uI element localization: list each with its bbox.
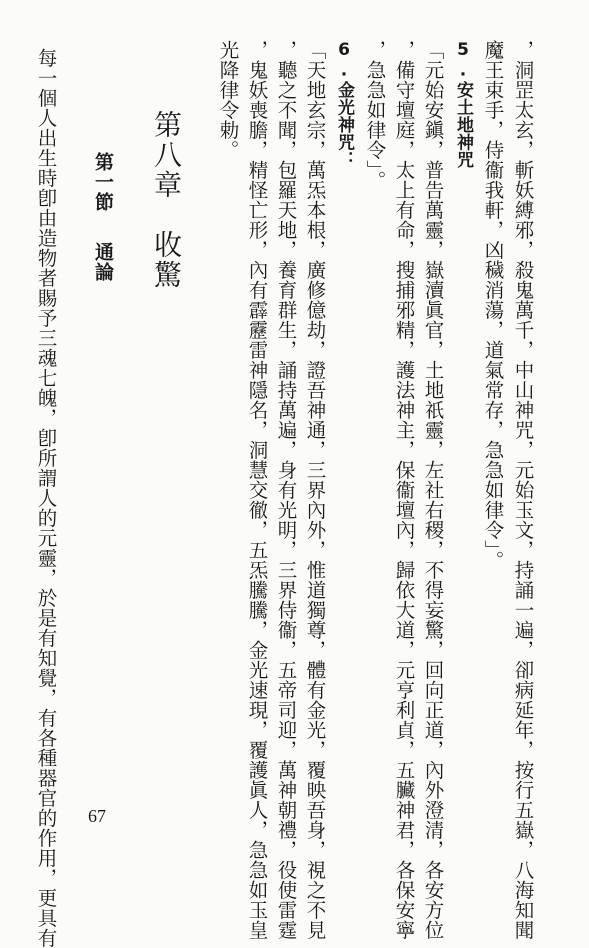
page-number: 67 — [88, 806, 106, 826]
text-column: ，鬼妖喪膽，精怪亡形，內有霹靂雷神隱名，洞慧交徹，五炁騰騰，金光速現，覆護眞人，急急如玉皇 — [245, 40, 269, 940]
text-column: ，聽之不聞，包羅天地，養育群生，誦持萬遍，身有光明，三界侍衞，五帝司迎，萬神朝禮，役使雷霆 — [274, 40, 298, 940]
text-column: 魔王束手，侍衞我軒，凶穢消蕩，道氣常存，急急如律令」。 — [481, 40, 505, 571]
text-column: 「元始安鎭，普告萬靈，嶽瀆眞官，土地祇靈，左社右稷，不得妄驚，回向正道，內外澄清，各安方位 — [421, 40, 445, 940]
section-name: 通論 — [92, 242, 114, 282]
text-column: ，備守壇庭，太上有命，搜捕邪精，護法神主，保衞壇內，歸依大道，元亨利貞，五臟神君，各保安寧 — [392, 40, 416, 940]
text-column: ，急急如律令」。 — [363, 40, 387, 191]
text-column: ，洞罡太玄，斬妖縛邪，殺鬼萬千，中山神咒，元始玉文，持誦一遍，卻病延年，按行五嶽，八海知聞 — [511, 40, 535, 940]
text-column: 「天地玄宗，萬炁本根，廣修億劫，證吾神通，三界內外，惟道獨尊，體有金光，覆映吾身，視之不見 — [303, 40, 327, 940]
section-number: 第一節 — [92, 152, 114, 212]
body-text-column: 每一個人出生時卽由造物者賜予三魂七魄，卽所謂人的元靈，於是有知覺，有各種器官的作用，更具有 — [34, 48, 58, 948]
section-heading — [93, 152, 112, 282]
mantra-heading: 6.金光神咒： — [334, 40, 354, 169]
mantra-heading: 5.安土地神咒 — [453, 40, 473, 169]
chapter-title: 第八章 收驚 — [150, 110, 183, 290]
text-column: 光降律令勅。 — [216, 40, 240, 160]
